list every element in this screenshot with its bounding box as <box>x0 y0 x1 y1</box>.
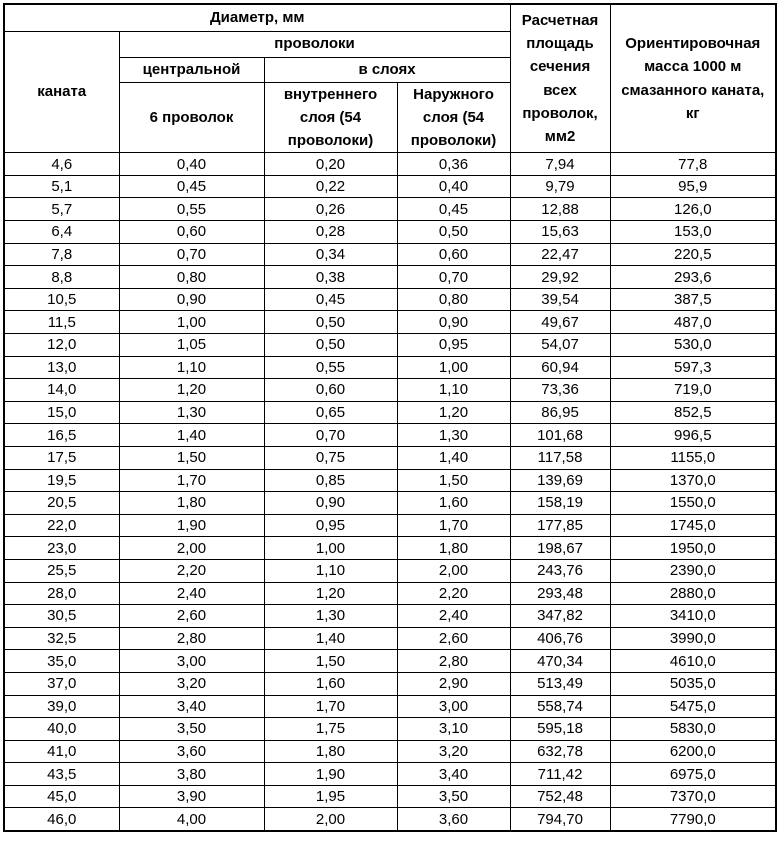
table-row <box>4 446 776 469</box>
table-cell: 513,49 <box>510 672 610 695</box>
table-cell: 0,90 <box>397 311 510 334</box>
table-cell: 39,0 <box>4 695 119 718</box>
table-row <box>4 424 776 447</box>
table-cell: 2880,0 <box>610 582 776 605</box>
table-cell: 17,5 <box>4 446 119 469</box>
table-cell: 1,70 <box>397 514 510 537</box>
table-cell: 0,55 <box>264 356 397 379</box>
table-cell: 0,95 <box>264 514 397 537</box>
table-cell: 0,95 <box>397 334 510 357</box>
table-cell: 29,92 <box>510 266 610 289</box>
table-cell: 5830,0 <box>610 718 776 741</box>
table-cell: 0,20 <box>264 153 397 176</box>
table-row <box>4 401 776 424</box>
table-cell: 1,20 <box>264 582 397 605</box>
table-cell: 794,70 <box>510 808 610 831</box>
table-cell: 3,00 <box>119 650 264 673</box>
table-cell: 0,85 <box>264 469 397 492</box>
table-cell: 20,5 <box>4 492 119 515</box>
rope-spec-table <box>3 3 777 832</box>
table-cell: 16,5 <box>4 424 119 447</box>
table-cell: 77,8 <box>610 153 776 176</box>
table-cell: 3990,0 <box>610 627 776 650</box>
table-cell: 719,0 <box>610 379 776 402</box>
table-cell: 3,50 <box>397 785 510 808</box>
table-cell: 3,90 <box>119 785 264 808</box>
table-cell: 2,40 <box>397 605 510 628</box>
table-cell: 3,40 <box>397 763 510 786</box>
table-row <box>4 785 776 808</box>
table-row <box>4 718 776 741</box>
table-cell: 1,50 <box>119 446 264 469</box>
table-row <box>4 469 776 492</box>
table-cell: 1,10 <box>264 559 397 582</box>
table-row <box>4 537 776 560</box>
table-cell: 22,0 <box>4 514 119 537</box>
table-cell: 2,20 <box>397 582 510 605</box>
table-cell: 3,60 <box>119 740 264 763</box>
table-cell: 852,5 <box>610 401 776 424</box>
table-cell: 0,75 <box>264 446 397 469</box>
table-cell: 12,0 <box>4 334 119 357</box>
table-row <box>4 808 776 831</box>
table-cell: 5,7 <box>4 198 119 221</box>
table-cell: 0,70 <box>397 266 510 289</box>
table-cell: 40,0 <box>4 718 119 741</box>
table-cell: 54,07 <box>510 334 610 357</box>
table-cell: 752,48 <box>510 785 610 808</box>
header-wires-group: проволоки <box>119 31 510 57</box>
header-section-area: Расчетная площадь сечения всех проволок, мм2 <box>510 4 610 153</box>
table-cell: 86,95 <box>510 401 610 424</box>
table-cell: 49,67 <box>510 311 610 334</box>
table-cell: 470,34 <box>510 650 610 673</box>
table-cell: 3,80 <box>119 763 264 786</box>
table-cell: 1,05 <box>119 334 264 357</box>
table-cell: 39,54 <box>510 288 610 311</box>
table-cell: 3,60 <box>397 808 510 831</box>
table-cell: 7,94 <box>510 153 610 176</box>
table-cell: 632,78 <box>510 740 610 763</box>
table-cell: 2,00 <box>119 537 264 560</box>
table-cell: 1,30 <box>264 605 397 628</box>
table-cell: 0,40 <box>119 153 264 176</box>
table-cell: 1,90 <box>119 514 264 537</box>
table-cell: 2390,0 <box>610 559 776 582</box>
table-cell: 2,60 <box>397 627 510 650</box>
table-cell: 6200,0 <box>610 740 776 763</box>
header-outer-layer: Наружного слоя (54 проволоки) <box>397 82 510 153</box>
table-cell: 1,40 <box>119 424 264 447</box>
table-cell: 0,80 <box>119 266 264 289</box>
table-cell: 1,80 <box>119 492 264 515</box>
table-cell: 45,0 <box>4 785 119 808</box>
table-cell: 8,8 <box>4 266 119 289</box>
table-cell: 2,40 <box>119 582 264 605</box>
table-cell: 3,50 <box>119 718 264 741</box>
table-cell: 139,69 <box>510 469 610 492</box>
table-cell: 0,55 <box>119 198 264 221</box>
table-cell: 487,0 <box>610 311 776 334</box>
table-cell: 7370,0 <box>610 785 776 808</box>
table-row <box>4 740 776 763</box>
table-cell: 5035,0 <box>610 672 776 695</box>
table-cell: 3,20 <box>119 672 264 695</box>
table-cell: 0,50 <box>397 221 510 244</box>
table-cell: 28,0 <box>4 582 119 605</box>
table-cell: 1,30 <box>119 401 264 424</box>
table-cell: 177,85 <box>510 514 610 537</box>
table-cell: 198,67 <box>510 537 610 560</box>
table-cell: 220,5 <box>610 243 776 266</box>
table-cell: 3,20 <box>397 740 510 763</box>
table-cell: 0,60 <box>119 221 264 244</box>
header-central: центральной <box>119 57 264 82</box>
table-row <box>4 559 776 582</box>
table-cell: 1,80 <box>397 537 510 560</box>
table-cell: 1,20 <box>119 379 264 402</box>
table-cell: 43,5 <box>4 763 119 786</box>
table-cell: 158,19 <box>510 492 610 515</box>
table-cell: 0,90 <box>119 288 264 311</box>
table-cell: 2,80 <box>119 627 264 650</box>
table-row <box>4 627 776 650</box>
table-cell: 293,48 <box>510 582 610 605</box>
table-cell: 6,4 <box>4 221 119 244</box>
table-cell: 0,90 <box>264 492 397 515</box>
table-cell: 6975,0 <box>610 763 776 786</box>
table-cell: 1,10 <box>397 379 510 402</box>
table-row <box>4 695 776 718</box>
table-cell: 0,65 <box>264 401 397 424</box>
table-cell: 2,00 <box>397 559 510 582</box>
table-cell: 7,8 <box>4 243 119 266</box>
table-cell: 15,63 <box>510 221 610 244</box>
table-cell: 22,47 <box>510 243 610 266</box>
table-cell: 530,0 <box>610 334 776 357</box>
table-cell: 101,68 <box>510 424 610 447</box>
table-cell: 4610,0 <box>610 650 776 673</box>
table-cell: 73,36 <box>510 379 610 402</box>
table-cell: 12,88 <box>510 198 610 221</box>
table-body <box>4 153 776 831</box>
table-cell: 1,20 <box>397 401 510 424</box>
table-cell: 0,45 <box>264 288 397 311</box>
table-cell: 46,0 <box>4 808 119 831</box>
table-cell: 243,76 <box>510 559 610 582</box>
table-cell: 1,60 <box>397 492 510 515</box>
table-cell: 32,5 <box>4 627 119 650</box>
table-cell: 1950,0 <box>610 537 776 560</box>
table-cell: 293,6 <box>610 266 776 289</box>
table-cell: 3,10 <box>397 718 510 741</box>
table-cell: 1,10 <box>119 356 264 379</box>
table-cell: 0,40 <box>397 175 510 198</box>
table-cell: 1745,0 <box>610 514 776 537</box>
header-inner-layer: внутреннего слоя (54 проволоки) <box>264 82 397 153</box>
table-cell: 1,90 <box>264 763 397 786</box>
table-cell: 0,60 <box>264 379 397 402</box>
table-row <box>4 221 776 244</box>
header-in-layers: в слоях <box>264 57 510 82</box>
table-cell: 1,00 <box>119 311 264 334</box>
table-cell: 11,5 <box>4 311 119 334</box>
table-cell: 2,20 <box>119 559 264 582</box>
table-cell: 1,60 <box>264 672 397 695</box>
table-cell: 558,74 <box>510 695 610 718</box>
table-cell: 1,00 <box>264 537 397 560</box>
table-cell: 387,5 <box>610 288 776 311</box>
table-cell: 1,30 <box>397 424 510 447</box>
table-cell: 0,70 <box>119 243 264 266</box>
table-row <box>4 379 776 402</box>
table-cell: 3,00 <box>397 695 510 718</box>
table-cell: 41,0 <box>4 740 119 763</box>
table-cell: 0,45 <box>397 198 510 221</box>
table-cell: 1,75 <box>264 718 397 741</box>
table-cell: 3410,0 <box>610 605 776 628</box>
table-cell: 0,45 <box>119 175 264 198</box>
table-cell: 2,90 <box>397 672 510 695</box>
table-cell: 1,70 <box>119 469 264 492</box>
header-rope: каната <box>4 31 119 153</box>
table-cell: 0,28 <box>264 221 397 244</box>
table-cell: 595,18 <box>510 718 610 741</box>
table-cell: 1,95 <box>264 785 397 808</box>
table-row <box>4 356 776 379</box>
table-cell: 0,38 <box>264 266 397 289</box>
table-cell: 996,5 <box>610 424 776 447</box>
table-row <box>4 198 776 221</box>
table-row <box>4 334 776 357</box>
table-cell: 1370,0 <box>610 469 776 492</box>
table-cell: 2,80 <box>397 650 510 673</box>
table-cell: 1,50 <box>264 650 397 673</box>
table-row <box>4 153 776 176</box>
table-cell: 1550,0 <box>610 492 776 515</box>
table-cell: 597,3 <box>610 356 776 379</box>
table-cell: 0,50 <box>264 334 397 357</box>
table-cell: 35,0 <box>4 650 119 673</box>
table-cell: 711,42 <box>510 763 610 786</box>
table-cell: 1,00 <box>397 356 510 379</box>
table-cell: 0,36 <box>397 153 510 176</box>
table-row <box>4 650 776 673</box>
header-diameter-group: Диаметр, мм <box>4 4 510 31</box>
table-row <box>4 605 776 628</box>
table-cell: 4,00 <box>119 808 264 831</box>
table-cell: 1,40 <box>397 446 510 469</box>
table-cell: 37,0 <box>4 672 119 695</box>
header-mass: Ориентировочная масса 1000 м смазанного каната, кг <box>610 4 776 153</box>
table-cell: 153,0 <box>610 221 776 244</box>
table-cell: 0,26 <box>264 198 397 221</box>
table-cell: 5475,0 <box>610 695 776 718</box>
table-cell: 2,60 <box>119 605 264 628</box>
table-row <box>4 243 776 266</box>
table-row <box>4 582 776 605</box>
table-row <box>4 492 776 515</box>
table-row <box>4 175 776 198</box>
table-row <box>4 288 776 311</box>
table-cell: 7790,0 <box>610 808 776 831</box>
table-cell: 0,34 <box>264 243 397 266</box>
table-cell: 2,00 <box>264 808 397 831</box>
table-cell: 9,79 <box>510 175 610 198</box>
table-cell: 25,5 <box>4 559 119 582</box>
table-cell: 1,40 <box>264 627 397 650</box>
table-cell: 15,0 <box>4 401 119 424</box>
table-cell: 23,0 <box>4 537 119 560</box>
table-cell: 1155,0 <box>610 446 776 469</box>
table-cell: 406,76 <box>510 627 610 650</box>
table-header <box>4 4 776 153</box>
table-cell: 19,5 <box>4 469 119 492</box>
table-cell: 60,94 <box>510 356 610 379</box>
table-cell: 14,0 <box>4 379 119 402</box>
table-cell: 13,0 <box>4 356 119 379</box>
table-cell: 347,82 <box>510 605 610 628</box>
table-cell: 95,9 <box>610 175 776 198</box>
table-row <box>4 266 776 289</box>
table-row <box>4 311 776 334</box>
table-cell: 1,50 <box>397 469 510 492</box>
table-cell: 0,80 <box>397 288 510 311</box>
table-cell: 30,5 <box>4 605 119 628</box>
header-central-six-wires: 6 проволок <box>119 82 264 153</box>
table-cell: 0,50 <box>264 311 397 334</box>
table-cell: 5,1 <box>4 175 119 198</box>
table-row <box>4 763 776 786</box>
table-cell: 1,80 <box>264 740 397 763</box>
table-cell: 4,6 <box>4 153 119 176</box>
table-cell: 3,40 <box>119 695 264 718</box>
table-row <box>4 514 776 537</box>
table-cell: 10,5 <box>4 288 119 311</box>
table-cell: 126,0 <box>610 198 776 221</box>
table-cell: 0,22 <box>264 175 397 198</box>
table-row <box>4 672 776 695</box>
table-cell: 1,70 <box>264 695 397 718</box>
table-cell: 0,70 <box>264 424 397 447</box>
table-cell: 117,58 <box>510 446 610 469</box>
table-cell: 0,60 <box>397 243 510 266</box>
